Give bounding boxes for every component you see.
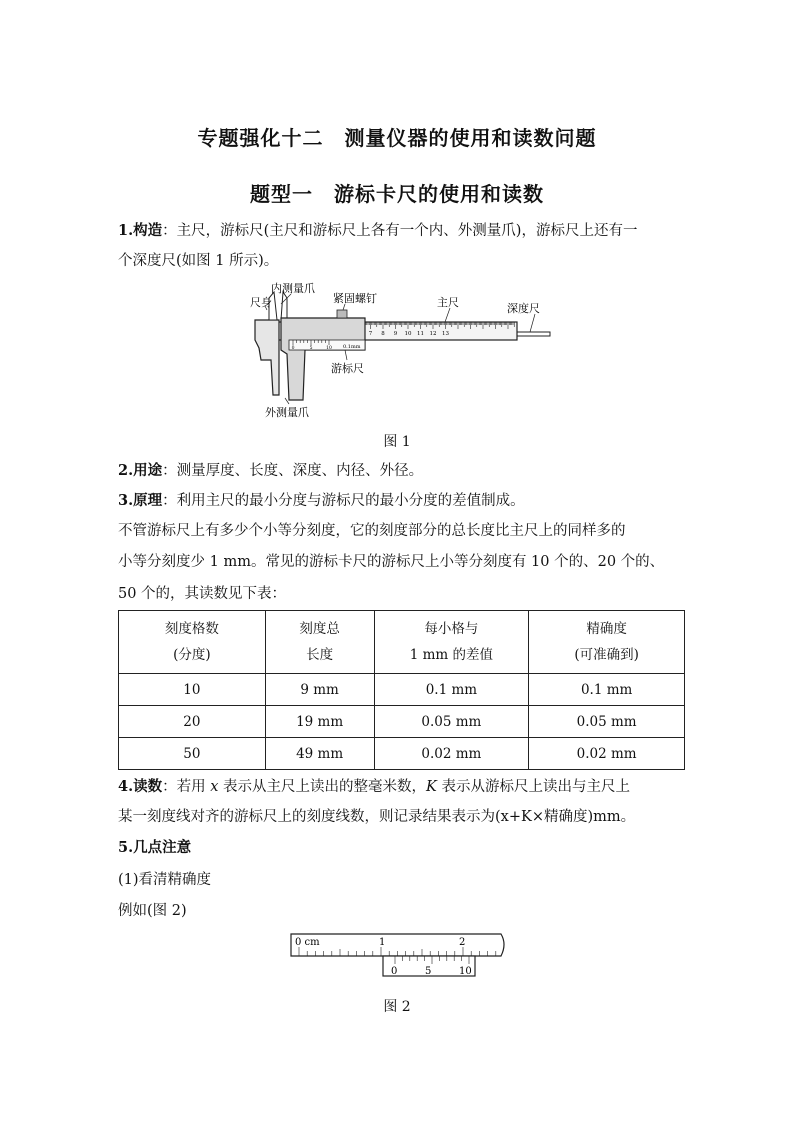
- table-cell: 10: [119, 674, 266, 706]
- vernier-slider: [281, 318, 365, 400]
- table-cell: 0.02 mm: [374, 738, 529, 770]
- table-cell: 0.1 mm: [374, 674, 529, 706]
- para-3-line-2: 不管游标尺上有多少个小等分刻度，它的刻度部分的总长度比主尺上的同样多的: [118, 523, 626, 539]
- para-2: [118, 461, 423, 481]
- main-scale-number: 11: [417, 331, 424, 337]
- para-3-text: ：利用主尺的最小分度与游标尺的最小分度的差值制成。: [162, 493, 525, 509]
- var-x: x: [210, 779, 219, 795]
- table-cell: 49 mm: [265, 738, 374, 770]
- fig2-main-label-0: 0 cm: [295, 937, 320, 948]
- table-header-row: [119, 611, 685, 674]
- para-3-line-1: [118, 491, 525, 511]
- main-scale-number: 12: [429, 331, 437, 337]
- label-usage: 2.用途: [118, 462, 163, 479]
- main-scale-number: 7: [368, 331, 373, 337]
- main-scale-number: 9: [393, 331, 398, 337]
- vernier-scale-number: 10: [326, 346, 332, 351]
- para-5-sub-1: (1)看清精确度: [118, 872, 212, 888]
- table-cell: 0.1 mm: [529, 674, 685, 706]
- para-4-line-1: 4.读数：若用 x 表示从主尺上读出的整毫米数，K 表示从游标尺上读出与主尺上: [118, 778, 630, 795]
- fig2-main-label-2: 2: [459, 937, 466, 948]
- main-scale-number: 10: [404, 331, 412, 337]
- table-cell: 0.05 mm: [374, 706, 529, 738]
- caliper-figure: [245, 280, 555, 420]
- table-cell: 19 mm: [265, 706, 374, 738]
- table-cell: 50: [119, 738, 266, 770]
- page-title: 专题强化十二 测量仪器的使用和读数问题: [197, 126, 597, 150]
- vernier-scale-number: 5: [309, 346, 313, 351]
- var-k: K: [426, 779, 437, 795]
- depth-rod: [515, 332, 550, 336]
- table-cell: 20: [119, 706, 266, 738]
- label-reading: 4.读数: [118, 778, 163, 795]
- label-screw: 紧固螺钉: [333, 292, 377, 305]
- inner-jaw-moving: [281, 292, 287, 320]
- para-3-line-3: 小等分刻度少 1 mm。常见的游标卡尺的游标尺上小等分刻度有 10 个的、20 个的、: [118, 554, 665, 570]
- label-vernier: 游标尺: [331, 362, 364, 375]
- figure-2-caption: 图 2: [383, 999, 411, 1015]
- para-5-example: 例如(图 2): [118, 903, 187, 919]
- section-title: 题型一 游标卡尺的使用和读数: [250, 182, 544, 206]
- figure-1-caption: 图 1: [383, 434, 411, 450]
- table-header-cell: 刻度格数 (分度): [119, 611, 266, 674]
- main-scale-number: 13: [442, 331, 449, 337]
- fig2-vernier-label-10: 10: [459, 966, 472, 977]
- label-main-scale: 主尺: [437, 296, 459, 309]
- vernier-unit-label: 0.1mm: [343, 344, 361, 350]
- label-inner-jaw: 内测量爪: [271, 282, 315, 295]
- main-scale-number: 8: [381, 331, 385, 337]
- table-header-cell: 每小格与 1 mm 的差值: [374, 611, 529, 674]
- para-2-text: ：测量厚度、长度、深度、内径、外径。: [162, 463, 424, 479]
- label-principle: 3.原理: [118, 492, 163, 509]
- screw: [337, 310, 347, 318]
- para-4-line-2: 某一刻度线对齐的游标尺上的刻度线数，则记录结果表示为(x+K×精确度)mm。: [118, 809, 636, 825]
- table-cell: 0.05 mm: [529, 706, 685, 738]
- table-row: [119, 674, 685, 706]
- fig2-vernier-label-5: 5: [425, 966, 432, 977]
- fig2-vernier-label-0: 0: [391, 966, 398, 977]
- table-cell: 0.02 mm: [529, 738, 685, 770]
- para-1-text: ：主尺，游标尺(主尺和游标尺上各有一个内、外测量爪)，游标尺上还有一: [162, 223, 638, 239]
- vernier-figure-2: [283, 930, 513, 982]
- label-body: 尺身: [250, 296, 272, 309]
- fixed-jaw: [255, 320, 279, 395]
- table-row: [119, 738, 685, 770]
- table-cell: 9 mm: [265, 674, 374, 706]
- vernier-scale-number: 0: [291, 346, 295, 351]
- precision-table: [118, 610, 685, 770]
- fig2-main-label-1: 1: [379, 937, 386, 948]
- table-header-cell: 刻度总 长度: [265, 611, 374, 674]
- label-outer-jaw: 外测量爪: [265, 406, 309, 419]
- para-1-line-2: 个深度尺(如图 1 所示)。: [118, 253, 279, 269]
- para-1-line-1: [118, 221, 637, 241]
- para-5-heading: 5.几点注意: [118, 839, 192, 856]
- label-structure: 1.构造: [118, 222, 163, 239]
- para-3-line-4: 50 个的，其读数见下表：: [118, 586, 287, 602]
- table-header-cell: 精确度 (可准确到): [529, 611, 685, 674]
- label-depth-rod: 深度尺: [507, 302, 540, 315]
- table-row: [119, 706, 685, 738]
